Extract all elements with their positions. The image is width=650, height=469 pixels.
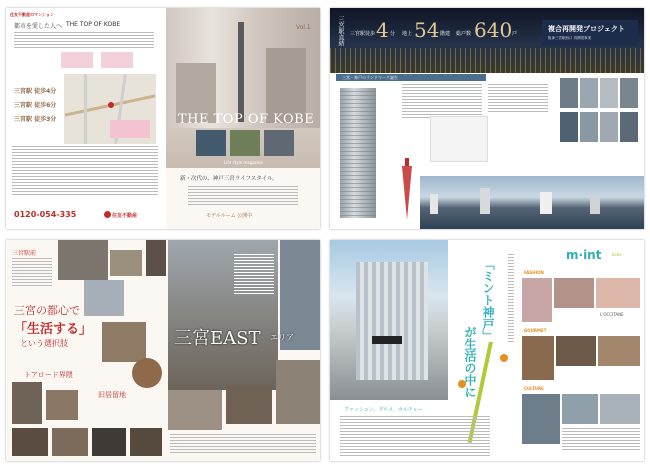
photo-lane (46, 390, 78, 420)
thumb-7 (600, 112, 618, 142)
building-thumbnails (560, 78, 640, 158)
info-page (6, 8, 166, 229)
cover-bullets (188, 186, 298, 206)
stat-units-num: 640 (474, 18, 513, 42)
callout-life: が生活の中に (463, 326, 477, 398)
phone-number: 0120-054-335 (14, 210, 77, 219)
thumb-2 (580, 78, 598, 108)
stat-units-unit: 戸 (512, 31, 518, 37)
photo-gourmet-1 (522, 336, 554, 380)
photo-gourmet-3 (598, 336, 640, 366)
sub-label-kyoryuchi: 旧居留地 (98, 391, 126, 399)
headline-line-2: 「生活する」 (14, 322, 93, 337)
photo-fashion-3 (596, 278, 640, 308)
photo-fashion-1 (522, 278, 552, 322)
pink-badge-1 (61, 52, 93, 68)
circle-badge (132, 358, 162, 388)
stats-row (350, 18, 520, 48)
sub-label-toa-road: トアロード界隈 (24, 371, 73, 379)
callout-mint: 「ミント神戸」 (481, 258, 495, 342)
intro-text (14, 32, 154, 50)
photo-culture-2 (562, 394, 598, 424)
thumb-8 (620, 112, 638, 142)
photo-cafe-1 (12, 428, 48, 456)
vol-label: Vol.1 (296, 24, 311, 31)
mint-logo-text: m·int (566, 248, 602, 262)
intro-text-left (12, 258, 52, 288)
feature-caption: ファッション、グルメ、カルチャー (344, 407, 423, 413)
company-header: 住友不動産のマンション (10, 12, 54, 17)
brand-name: 住友不動産 (112, 213, 138, 219)
sketch-illustration (430, 116, 488, 162)
headline-line-3: という選択肢 (20, 339, 68, 348)
tower-rendering (340, 88, 376, 218)
mint-building-photo (330, 240, 448, 400)
pink-badge-2 (101, 52, 133, 68)
catch-headline-quote: THE TOP OF KOBE (66, 21, 121, 28)
port-tower-illustration (402, 158, 412, 220)
vertical-label: 三宮駅前 (12, 250, 37, 257)
cover-tagline-band (166, 168, 320, 229)
stat-station-num: 4 (376, 18, 389, 42)
spread-lifestyle (6, 240, 320, 461)
cover-headline: THE TOP OF KOBE (178, 112, 315, 127)
project-text-2 (488, 84, 548, 114)
area-suffix: エリア (270, 333, 294, 342)
photo-escalator (276, 360, 320, 424)
photo-culture-3 (600, 394, 640, 424)
cover-photo-2 (230, 130, 260, 156)
photo-plaza (168, 390, 222, 430)
photo-night-2 (130, 428, 162, 456)
photo-station (84, 280, 124, 316)
map-callout (110, 120, 150, 138)
bullet-2: 三宮駅 徒歩6分 (14, 102, 57, 109)
callout-body-text (508, 254, 514, 344)
photo-street-1 (58, 240, 108, 280)
photo-interior (102, 322, 146, 362)
area-title: 三宮EAST (174, 328, 261, 349)
photo-shopping (226, 386, 272, 424)
cover-photo-3 (264, 130, 294, 156)
stat-units-label: 総戸数 (456, 31, 472, 37)
thumb-3 (600, 78, 618, 108)
bottom-body-text (340, 416, 490, 456)
photo-fashion-2 (554, 278, 594, 308)
stat-station-unit: 分 (390, 31, 396, 37)
photo-gourmet-2 (556, 336, 596, 366)
shop-loccitane: L'OCCITANE (600, 312, 624, 317)
culture-text (562, 428, 640, 452)
section-bar (336, 74, 486, 81)
stat-station-label: 三宮駅徒歩 (350, 31, 376, 37)
bullet-1: 三宮駅 徒歩4分 (14, 88, 57, 95)
spread-cover (6, 8, 320, 229)
project-box (542, 20, 638, 46)
headline-line-1: 三宮の都心で (14, 304, 80, 317)
gallery-note: モデルルーム 公開中 (206, 213, 253, 219)
category-culture: CULTURE (524, 386, 544, 391)
thumb-5 (560, 112, 578, 142)
thumb-4 (620, 78, 638, 108)
project-subtitle: 阪神三宮駅西口 再開発事業 (548, 36, 592, 40)
cover-photo-1 (196, 130, 226, 156)
photo-night-1 (92, 428, 126, 456)
cover-subtitle: Life style magazine (224, 160, 263, 165)
project-text-1 (402, 84, 482, 118)
photo-cafe-2 (52, 428, 88, 456)
area-title-band (170, 324, 320, 348)
photo-culture-1 (522, 394, 560, 444)
spread-mint (330, 240, 644, 461)
section-bar-label: 三宮・神戸のランドマーク誕生 (342, 75, 398, 80)
category-gourmet: GOURMET (524, 328, 547, 333)
stat-floors-unit: 階建 (440, 31, 451, 37)
photo-street-2 (110, 250, 142, 276)
cover-page (166, 8, 320, 229)
cover-tagline: 新・次代の、神戸三宮ライフスタイル。 (180, 176, 278, 182)
spread-project (330, 8, 644, 229)
harbor-panorama (420, 176, 644, 229)
thumb-6 (580, 112, 598, 142)
category-fashion: FASHION (524, 270, 544, 275)
spec-text (12, 146, 158, 196)
photo-shop (146, 240, 166, 276)
bullet-3: 三宮駅 徒歩3分 (14, 116, 57, 123)
project-title: 複合再開発プロジェクト (548, 25, 625, 33)
building-sign (372, 336, 402, 344)
east-intro-text (234, 254, 274, 294)
brand-logo-mark (104, 211, 111, 218)
catch-copy: 都市を愛した人へ (14, 23, 63, 30)
east-body-text (170, 434, 316, 454)
thumb-1 (560, 78, 578, 108)
stat-floors-num: 54 (414, 18, 440, 42)
mint-logo-sub: kobe (612, 252, 622, 257)
vertical-title: 三宮駅直結 (337, 16, 344, 46)
stat-floors-label: 地上 (402, 31, 413, 37)
photo-church (12, 382, 42, 424)
